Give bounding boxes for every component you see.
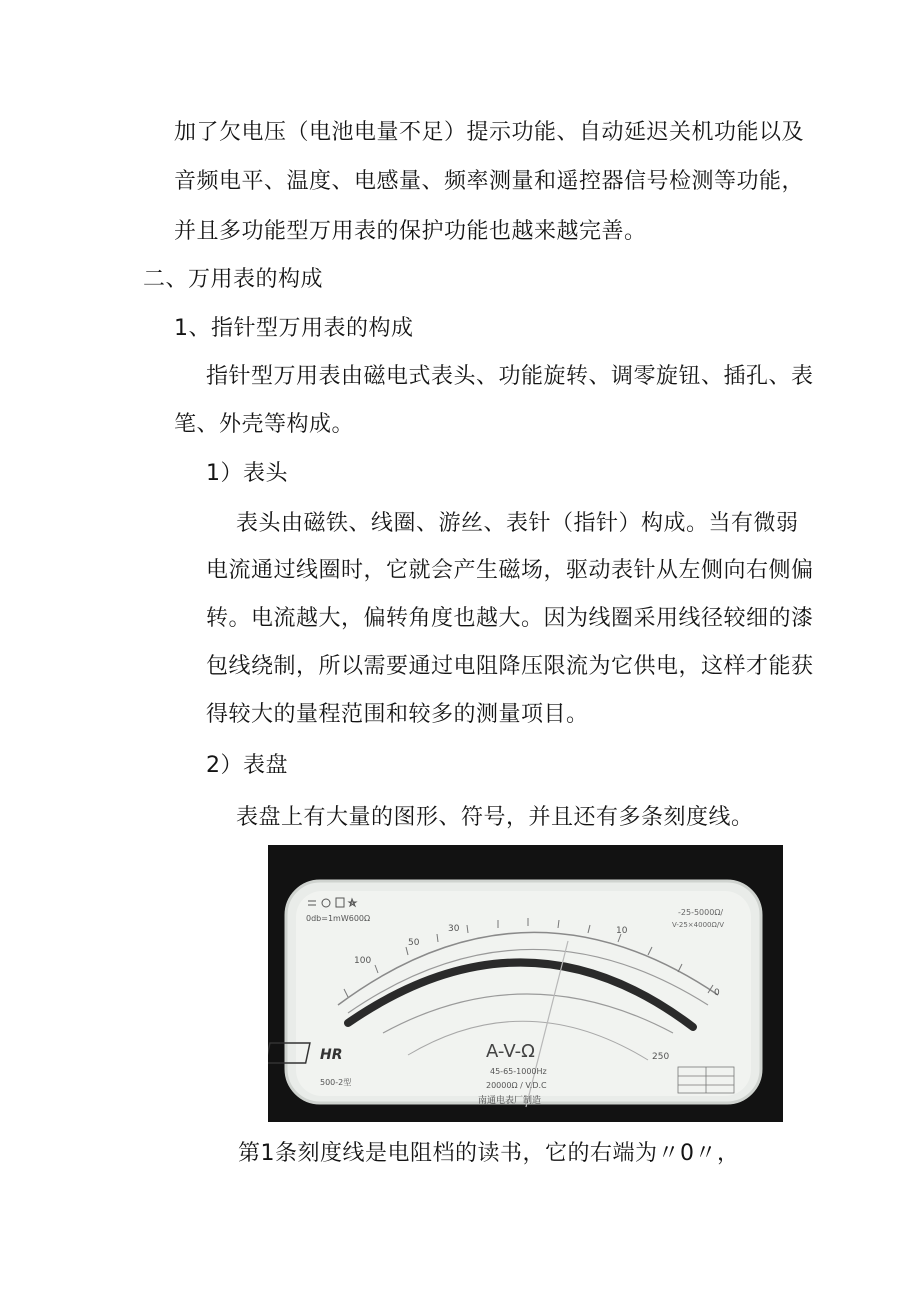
dial-line-1: 表盘上有大量的图形、符号，并且还有多条刻度线。 [236, 805, 754, 830]
intro-line-2: 音频电平、温度、电感量、频率测量和遥控器信号检测等功能， [174, 169, 805, 194]
scale-label-10: 10 [616, 926, 628, 936]
unit-label: A-V-Ω [486, 1041, 535, 1062]
scale-label-50: 50 [408, 938, 420, 948]
meter-line-4: 包线绕制，所以需要通过电阻降压限流为它供电，这样才能获 [206, 654, 814, 679]
subsection-heading: 1、指针型万用表的构成 [174, 316, 414, 341]
composition-line-2: 笔、外壳等构成。 [174, 412, 355, 437]
composition-line-1: 指针型万用表由磁电式表头、功能旋转、调零旋钮、插孔、表 [206, 364, 814, 389]
meter-line-2: 电流通过线圈时，它就会产生磁场，驱动表针从左侧向右侧偏 [206, 558, 814, 583]
scale-label-250: 250 [652, 1052, 670, 1062]
scale-line-1: 第1条刻度线是电阻档的读书，它的右端为〃0〃， [238, 1141, 740, 1166]
meter-line-1: 表头由磁铁、线圈、游丝、表针（指针）构成。当有微弱 [236, 511, 799, 536]
scale-label-30: 30 [448, 924, 460, 934]
scale-label-100: 100 [354, 956, 372, 966]
item2-heading: 2）表盘 [206, 753, 288, 778]
model-label: 500-2型 [320, 1078, 352, 1087]
right-top-label: -25-5000Ω/ [678, 908, 724, 917]
svg-text:HR: HR [320, 1047, 343, 1063]
meter-line-5: 得较大的量程范围和较多的测量项目。 [206, 702, 589, 727]
intro-line-1: 加了欠电压（电池电量不足）提示功能、自动延迟关机功能以及 [174, 120, 805, 145]
intro-line-3: 并且多功能型万用表的保护功能也越来越完善。 [174, 219, 647, 244]
meter-line-3: 转。电流越大，偏转角度也越大。因为线圈采用线径较细的漆 [206, 606, 814, 631]
right-sub-label: V-25×4000Ω/V [672, 921, 724, 929]
db-label: 0db=1mW600Ω [306, 914, 371, 923]
freq-label: 45-65-1000Hz [490, 1067, 547, 1076]
multimeter-dial-photo [268, 845, 783, 1122]
sensitivity-label: 20000Ω / V.D.C [486, 1081, 547, 1090]
item1-heading: 1）表头 [206, 461, 288, 486]
scale-label-0: 0 [714, 988, 720, 998]
section-heading: 二、万用表的构成 [143, 267, 324, 292]
maker-label: 南通电表厂制造 [478, 1096, 542, 1106]
